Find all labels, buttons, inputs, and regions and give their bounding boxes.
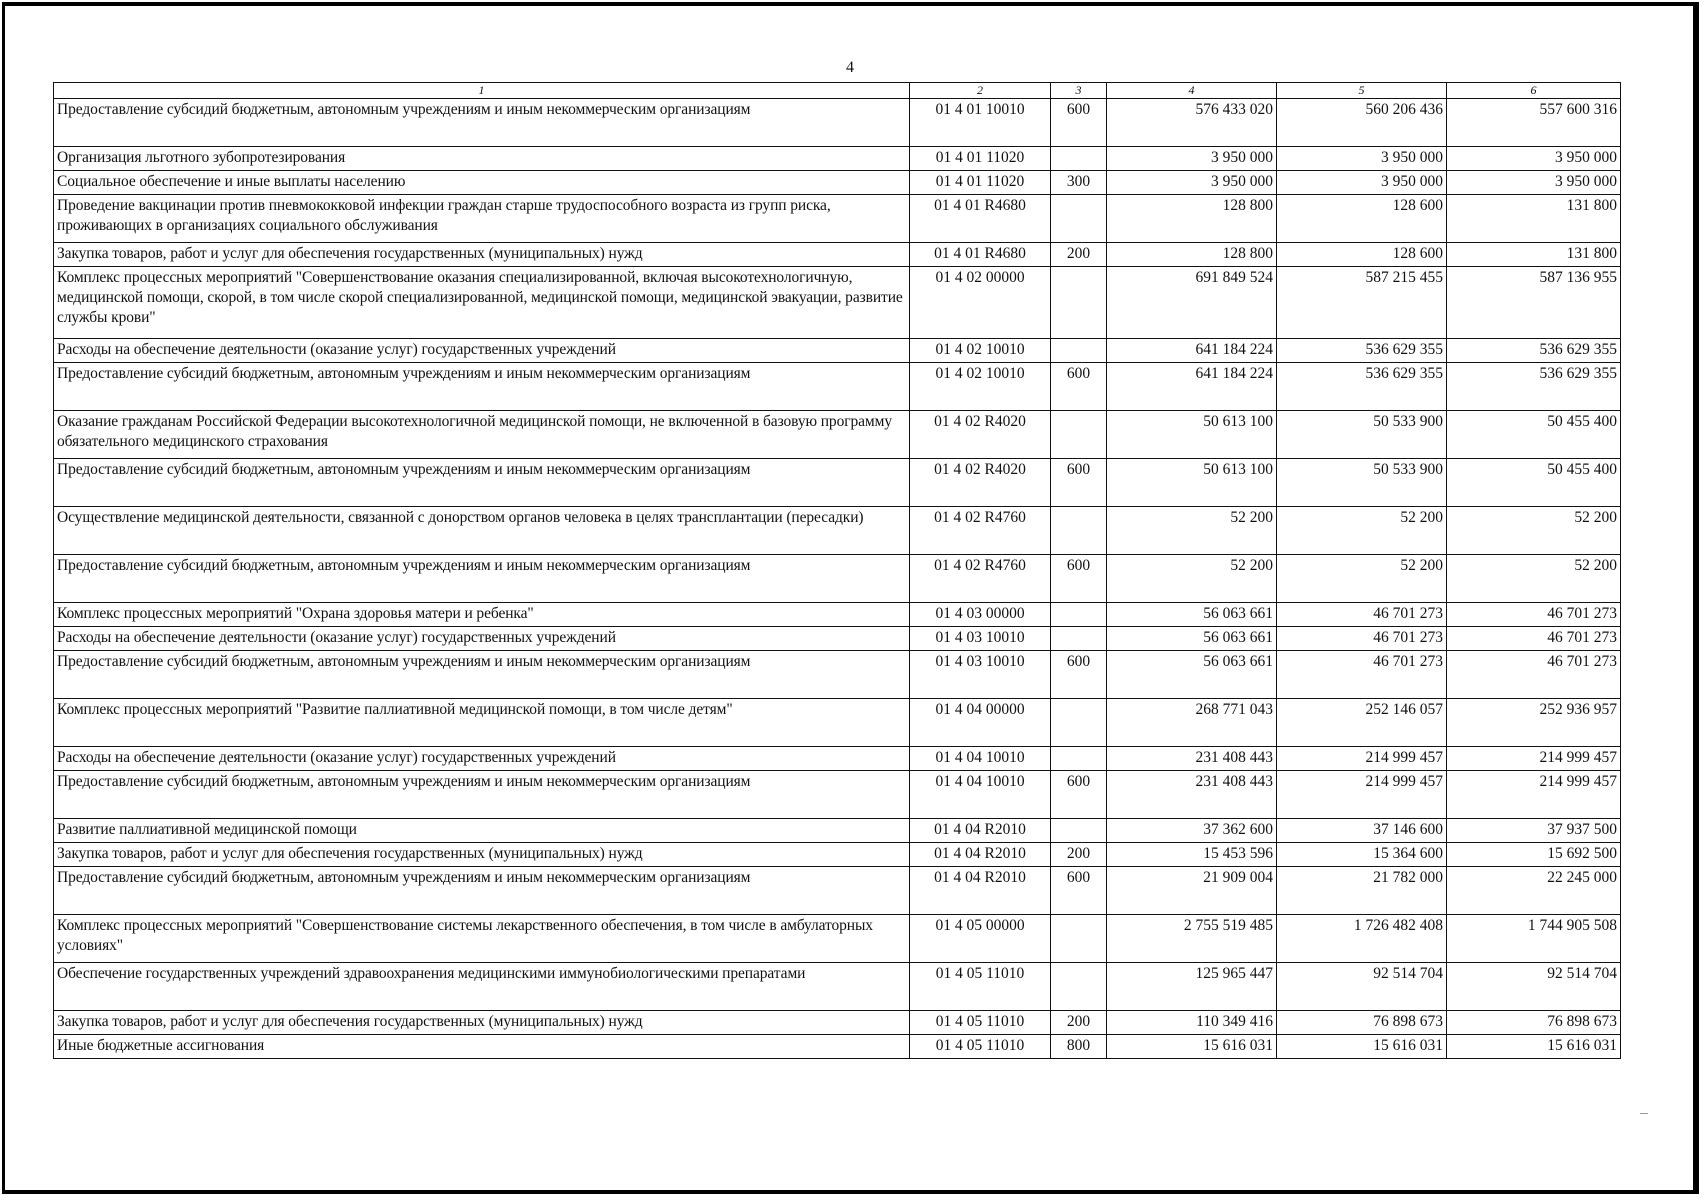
- row-expense-type-cell: 800: [1051, 1035, 1107, 1059]
- row-name-cell: Закупка товаров, работ и услуг для обеспечения государственных (муниципальных) нужд: [54, 1011, 910, 1035]
- row-amount-cell: 536 629 355: [1447, 363, 1621, 411]
- row-expense-type-cell: 600: [1051, 651, 1107, 699]
- row-amount-cell: 52 200: [1277, 507, 1447, 555]
- budget-table: [53, 82, 1621, 1059]
- row-amount-cell: 131 800: [1447, 243, 1621, 267]
- row-amount-cell: 50 455 400: [1447, 411, 1621, 459]
- row-amount-cell: 536 629 355: [1277, 339, 1447, 363]
- row-expense-type-cell: [1051, 507, 1107, 555]
- row-code-cell: 01 4 02 R4020: [910, 411, 1051, 459]
- column-header: 6: [1447, 83, 1621, 99]
- column-number-row: [54, 83, 1621, 99]
- row-code-cell: 01 4 02 R4760: [910, 555, 1051, 603]
- row-amount-cell: 125 965 447: [1107, 963, 1277, 1011]
- row-name-cell: Оказание гражданам Российской Федерации высокотехнологичной медицинской помощи, не включенной в базовую программу обязательного медицинского страхования: [54, 411, 910, 459]
- row-amount-cell: 231 408 443: [1107, 747, 1277, 771]
- row-amount-cell: 50 533 900: [1277, 411, 1447, 459]
- row-amount-cell: 50 533 900: [1277, 459, 1447, 507]
- row-amount-cell: 46 701 273: [1447, 603, 1621, 627]
- row-amount-cell: 214 999 457: [1447, 747, 1621, 771]
- row-expense-type-cell: [1051, 963, 1107, 1011]
- column-header: 3: [1051, 83, 1107, 99]
- row-code-cell: 01 4 05 00000: [910, 915, 1051, 963]
- row-code-cell: 01 4 02 R4760: [910, 507, 1051, 555]
- row-name-cell: Комплекс процессных мероприятий "Развитие паллиативной медицинской помощи, в том числе детям": [54, 699, 910, 747]
- column-header: 1: [54, 83, 910, 99]
- row-amount-cell: 52 200: [1447, 555, 1621, 603]
- row-amount-cell: 46 701 273: [1447, 651, 1621, 699]
- row-amount-cell: 231 408 443: [1107, 771, 1277, 819]
- row-code-cell: 01 4 04 R2010: [910, 843, 1051, 867]
- row-amount-cell: 252 936 957: [1447, 699, 1621, 747]
- row-name-cell: Закупка товаров, работ и услуг для обеспечения государственных (муниципальных) нужд: [54, 843, 910, 867]
- row-code-cell: 01 4 04 00000: [910, 699, 1051, 747]
- row-expense-type-cell: [1051, 339, 1107, 363]
- row-expense-type-cell: 600: [1051, 363, 1107, 411]
- table-row: [54, 363, 1621, 411]
- row-name-cell: Предоставление субсидий бюджетным, автономным учреждениям и иным некоммерческим организациям: [54, 363, 910, 411]
- scan-mark: [1640, 1113, 1648, 1114]
- row-expense-type-cell: [1051, 147, 1107, 171]
- row-amount-cell: 92 514 704: [1447, 963, 1621, 1011]
- column-header: 5: [1277, 83, 1447, 99]
- row-code-cell: 01 4 01 11020: [910, 147, 1051, 171]
- column-header: 4: [1107, 83, 1277, 99]
- row-expense-type-cell: 200: [1051, 843, 1107, 867]
- row-amount-cell: 15 616 031: [1447, 1035, 1621, 1059]
- row-code-cell: 01 4 03 10010: [910, 651, 1051, 699]
- row-expense-type-cell: 600: [1051, 459, 1107, 507]
- row-amount-cell: 641 184 224: [1107, 363, 1277, 411]
- row-amount-cell: 56 063 661: [1107, 627, 1277, 651]
- row-code-cell: 01 4 05 11010: [910, 1035, 1051, 1059]
- row-code-cell: 01 4 04 R2010: [910, 867, 1051, 915]
- table-row: [54, 1011, 1621, 1035]
- row-amount-cell: 15 453 596: [1107, 843, 1277, 867]
- row-code-cell: 01 4 02 R4020: [910, 459, 1051, 507]
- row-name-cell: Предоставление субсидий бюджетным, автономным учреждениям и иным некоммерческим организациям: [54, 651, 910, 699]
- table-row: [54, 171, 1621, 195]
- row-name-cell: Предоставление субсидий бюджетным, автономным учреждениям и иным некоммерческим организациям: [54, 555, 910, 603]
- row-expense-type-cell: [1051, 819, 1107, 843]
- row-name-cell: Организация льготного зубопротезирования: [54, 147, 910, 171]
- row-amount-cell: 128 800: [1107, 195, 1277, 243]
- row-name-cell: Обеспечение государственных учреждений здравоохранения медицинскими иммунобиологическими препаратами: [54, 963, 910, 1011]
- row-amount-cell: 536 629 355: [1447, 339, 1621, 363]
- row-name-cell: Развитие паллиативной медицинской помощи: [54, 819, 910, 843]
- row-expense-type-cell: 200: [1051, 1011, 1107, 1035]
- row-expense-type-cell: [1051, 267, 1107, 339]
- table-row: [54, 771, 1621, 819]
- row-expense-type-cell: [1051, 627, 1107, 651]
- table-row: [54, 507, 1621, 555]
- row-name-cell: Комплекс процессных мероприятий "Совершенствование системы лекарственного обеспечения, в том числе в амбулаторных условиях": [54, 915, 910, 963]
- row-amount-cell: 52 200: [1107, 555, 1277, 603]
- row-amount-cell: 1 726 482 408: [1277, 915, 1447, 963]
- row-name-cell: Осуществление медицинской деятельности, связанной с донорством органов человека в целях трансплантации (пересадки): [54, 507, 910, 555]
- page-number: 4: [846, 59, 854, 76]
- row-amount-cell: 46 701 273: [1277, 627, 1447, 651]
- row-amount-cell: 214 999 457: [1277, 747, 1447, 771]
- row-amount-cell: 128 800: [1107, 243, 1277, 267]
- row-code-cell: 01 4 03 10010: [910, 627, 1051, 651]
- row-expense-type-cell: 300: [1051, 171, 1107, 195]
- row-amount-cell: 131 800: [1447, 195, 1621, 243]
- row-amount-cell: 50 455 400: [1447, 459, 1621, 507]
- row-amount-cell: 21 909 004: [1107, 867, 1277, 915]
- row-amount-cell: 50 613 100: [1107, 411, 1277, 459]
- row-code-cell: 01 4 01 R4680: [910, 243, 1051, 267]
- table-row: [54, 915, 1621, 963]
- row-amount-cell: 76 898 673: [1277, 1011, 1447, 1035]
- row-code-cell: 01 4 01 11020: [910, 171, 1051, 195]
- table-row: [54, 747, 1621, 771]
- row-name-cell: Социальное обеспечение и иные выплаты населению: [54, 171, 910, 195]
- row-code-cell: 01 4 01 10010: [910, 99, 1051, 147]
- row-name-cell: Предоставление субсидий бюджетным, автономным учреждениям и иным некоммерческим организациям: [54, 771, 910, 819]
- row-amount-cell: 536 629 355: [1277, 363, 1447, 411]
- row-amount-cell: 214 999 457: [1447, 771, 1621, 819]
- row-amount-cell: 2 755 519 485: [1107, 915, 1277, 963]
- row-amount-cell: 3 950 000: [1277, 147, 1447, 171]
- row-amount-cell: 37 937 500: [1447, 819, 1621, 843]
- row-code-cell: 01 4 05 11010: [910, 963, 1051, 1011]
- table-row: [54, 147, 1621, 171]
- row-name-cell: Предоставление субсидий бюджетным, автономным учреждениям и иным некоммерческим организациям: [54, 867, 910, 915]
- row-name-cell: Проведение вакцинации против пневмококковой инфекции граждан старше трудоспособного возраста из групп риска, проживающих в организациях социального обслуживания: [54, 195, 910, 243]
- row-amount-cell: 15 616 031: [1107, 1035, 1277, 1059]
- row-expense-type-cell: 200: [1051, 243, 1107, 267]
- row-amount-cell: 214 999 457: [1277, 771, 1447, 819]
- row-amount-cell: 576 433 020: [1107, 99, 1277, 147]
- row-name-cell: Закупка товаров, работ и услуг для обеспечения государственных (муниципальных) нужд: [54, 243, 910, 267]
- row-amount-cell: 52 200: [1447, 507, 1621, 555]
- row-expense-type-cell: [1051, 603, 1107, 627]
- row-amount-cell: 37 146 600: [1277, 819, 1447, 843]
- row-expense-type-cell: [1051, 411, 1107, 459]
- row-name-cell: Расходы на обеспечение деятельности (оказание услуг) государственных учреждений: [54, 627, 910, 651]
- row-code-cell: 01 4 02 00000: [910, 267, 1051, 339]
- row-amount-cell: 3 950 000: [1107, 147, 1277, 171]
- row-expense-type-cell: [1051, 915, 1107, 963]
- table-row: [54, 267, 1621, 339]
- row-amount-cell: 587 136 955: [1447, 267, 1621, 339]
- table-row: [54, 339, 1621, 363]
- row-code-cell: 01 4 04 R2010: [910, 819, 1051, 843]
- row-amount-cell: 1 744 905 508: [1447, 915, 1621, 963]
- row-code-cell: 01 4 04 10010: [910, 747, 1051, 771]
- row-code-cell: 01 4 02 10010: [910, 339, 1051, 363]
- table-row: [54, 243, 1621, 267]
- row-expense-type-cell: 600: [1051, 771, 1107, 819]
- table-row: [54, 627, 1621, 651]
- row-amount-cell: 50 613 100: [1107, 459, 1277, 507]
- row-amount-cell: 21 782 000: [1277, 867, 1447, 915]
- table-row: [54, 699, 1621, 747]
- row-amount-cell: 15 692 500: [1447, 843, 1621, 867]
- table-row: [54, 651, 1621, 699]
- row-amount-cell: 52 200: [1107, 507, 1277, 555]
- row-expense-type-cell: 600: [1051, 99, 1107, 147]
- row-amount-cell: 52 200: [1277, 555, 1447, 603]
- row-code-cell: 01 4 01 R4680: [910, 195, 1051, 243]
- table-row: [54, 411, 1621, 459]
- row-amount-cell: 3 950 000: [1447, 171, 1621, 195]
- row-amount-cell: 641 184 224: [1107, 339, 1277, 363]
- row-name-cell: Предоставление субсидий бюджетным, автономным учреждениям и иным некоммерческим организациям: [54, 99, 910, 147]
- table-row: [54, 99, 1621, 147]
- table-row: [54, 603, 1621, 627]
- row-amount-cell: 15 616 031: [1277, 1035, 1447, 1059]
- row-amount-cell: 3 950 000: [1447, 147, 1621, 171]
- row-amount-cell: 128 600: [1277, 243, 1447, 267]
- row-code-cell: 01 4 05 11010: [910, 1011, 1051, 1035]
- row-amount-cell: 22 245 000: [1447, 867, 1621, 915]
- row-amount-cell: 252 146 057: [1277, 699, 1447, 747]
- row-amount-cell: 46 701 273: [1447, 627, 1621, 651]
- row-expense-type-cell: [1051, 699, 1107, 747]
- row-amount-cell: 46 701 273: [1277, 603, 1447, 627]
- row-amount-cell: 56 063 661: [1107, 651, 1277, 699]
- row-name-cell: Предоставление субсидий бюджетным, автономным учреждениям и иным некоммерческим организациям: [54, 459, 910, 507]
- row-amount-cell: 560 206 436: [1277, 99, 1447, 147]
- row-code-cell: 01 4 02 10010: [910, 363, 1051, 411]
- row-expense-type-cell: [1051, 195, 1107, 243]
- row-expense-type-cell: [1051, 747, 1107, 771]
- table-row: [54, 819, 1621, 843]
- row-amount-cell: 92 514 704: [1277, 963, 1447, 1011]
- column-header: 2: [910, 83, 1051, 99]
- row-amount-cell: 128 600: [1277, 195, 1447, 243]
- row-amount-cell: 56 063 661: [1107, 603, 1277, 627]
- row-amount-cell: 691 849 524: [1107, 267, 1277, 339]
- row-amount-cell: 587 215 455: [1277, 267, 1447, 339]
- row-amount-cell: 110 349 416: [1107, 1011, 1277, 1035]
- row-amount-cell: 268 771 043: [1107, 699, 1277, 747]
- row-amount-cell: 557 600 316: [1447, 99, 1621, 147]
- table-row: [54, 459, 1621, 507]
- row-code-cell: 01 4 03 00000: [910, 603, 1051, 627]
- row-name-cell: Комплекс процессных мероприятий "Совершенствование оказания специализированной, включая высокотехнологичную, медицинской помощи, скорой, в том числе скорой специализированной, медицинской помощи, медицинской эвакуации, развитие службы крови": [54, 267, 910, 339]
- row-name-cell: Расходы на обеспечение деятельности (оказание услуг) государственных учреждений: [54, 339, 910, 363]
- row-amount-cell: 3 950 000: [1107, 171, 1277, 195]
- row-name-cell: Иные бюджетные ассигнования: [54, 1035, 910, 1059]
- table-row: [54, 843, 1621, 867]
- row-amount-cell: 76 898 673: [1447, 1011, 1621, 1035]
- row-amount-cell: 3 950 000: [1277, 171, 1447, 195]
- row-code-cell: 01 4 04 10010: [910, 771, 1051, 819]
- row-expense-type-cell: 600: [1051, 555, 1107, 603]
- row-name-cell: Комплекс процессных мероприятий "Охрана здоровья матери и ребенка": [54, 603, 910, 627]
- row-amount-cell: 46 701 273: [1277, 651, 1447, 699]
- table-row: [54, 867, 1621, 915]
- row-amount-cell: 37 362 600: [1107, 819, 1277, 843]
- table-row: [54, 555, 1621, 603]
- table-row: [54, 1035, 1621, 1059]
- table-row: [54, 195, 1621, 243]
- table-row: [54, 963, 1621, 1011]
- row-expense-type-cell: 600: [1051, 867, 1107, 915]
- row-amount-cell: 15 364 600: [1277, 843, 1447, 867]
- row-name-cell: Расходы на обеспечение деятельности (оказание услуг) государственных учреждений: [54, 747, 910, 771]
